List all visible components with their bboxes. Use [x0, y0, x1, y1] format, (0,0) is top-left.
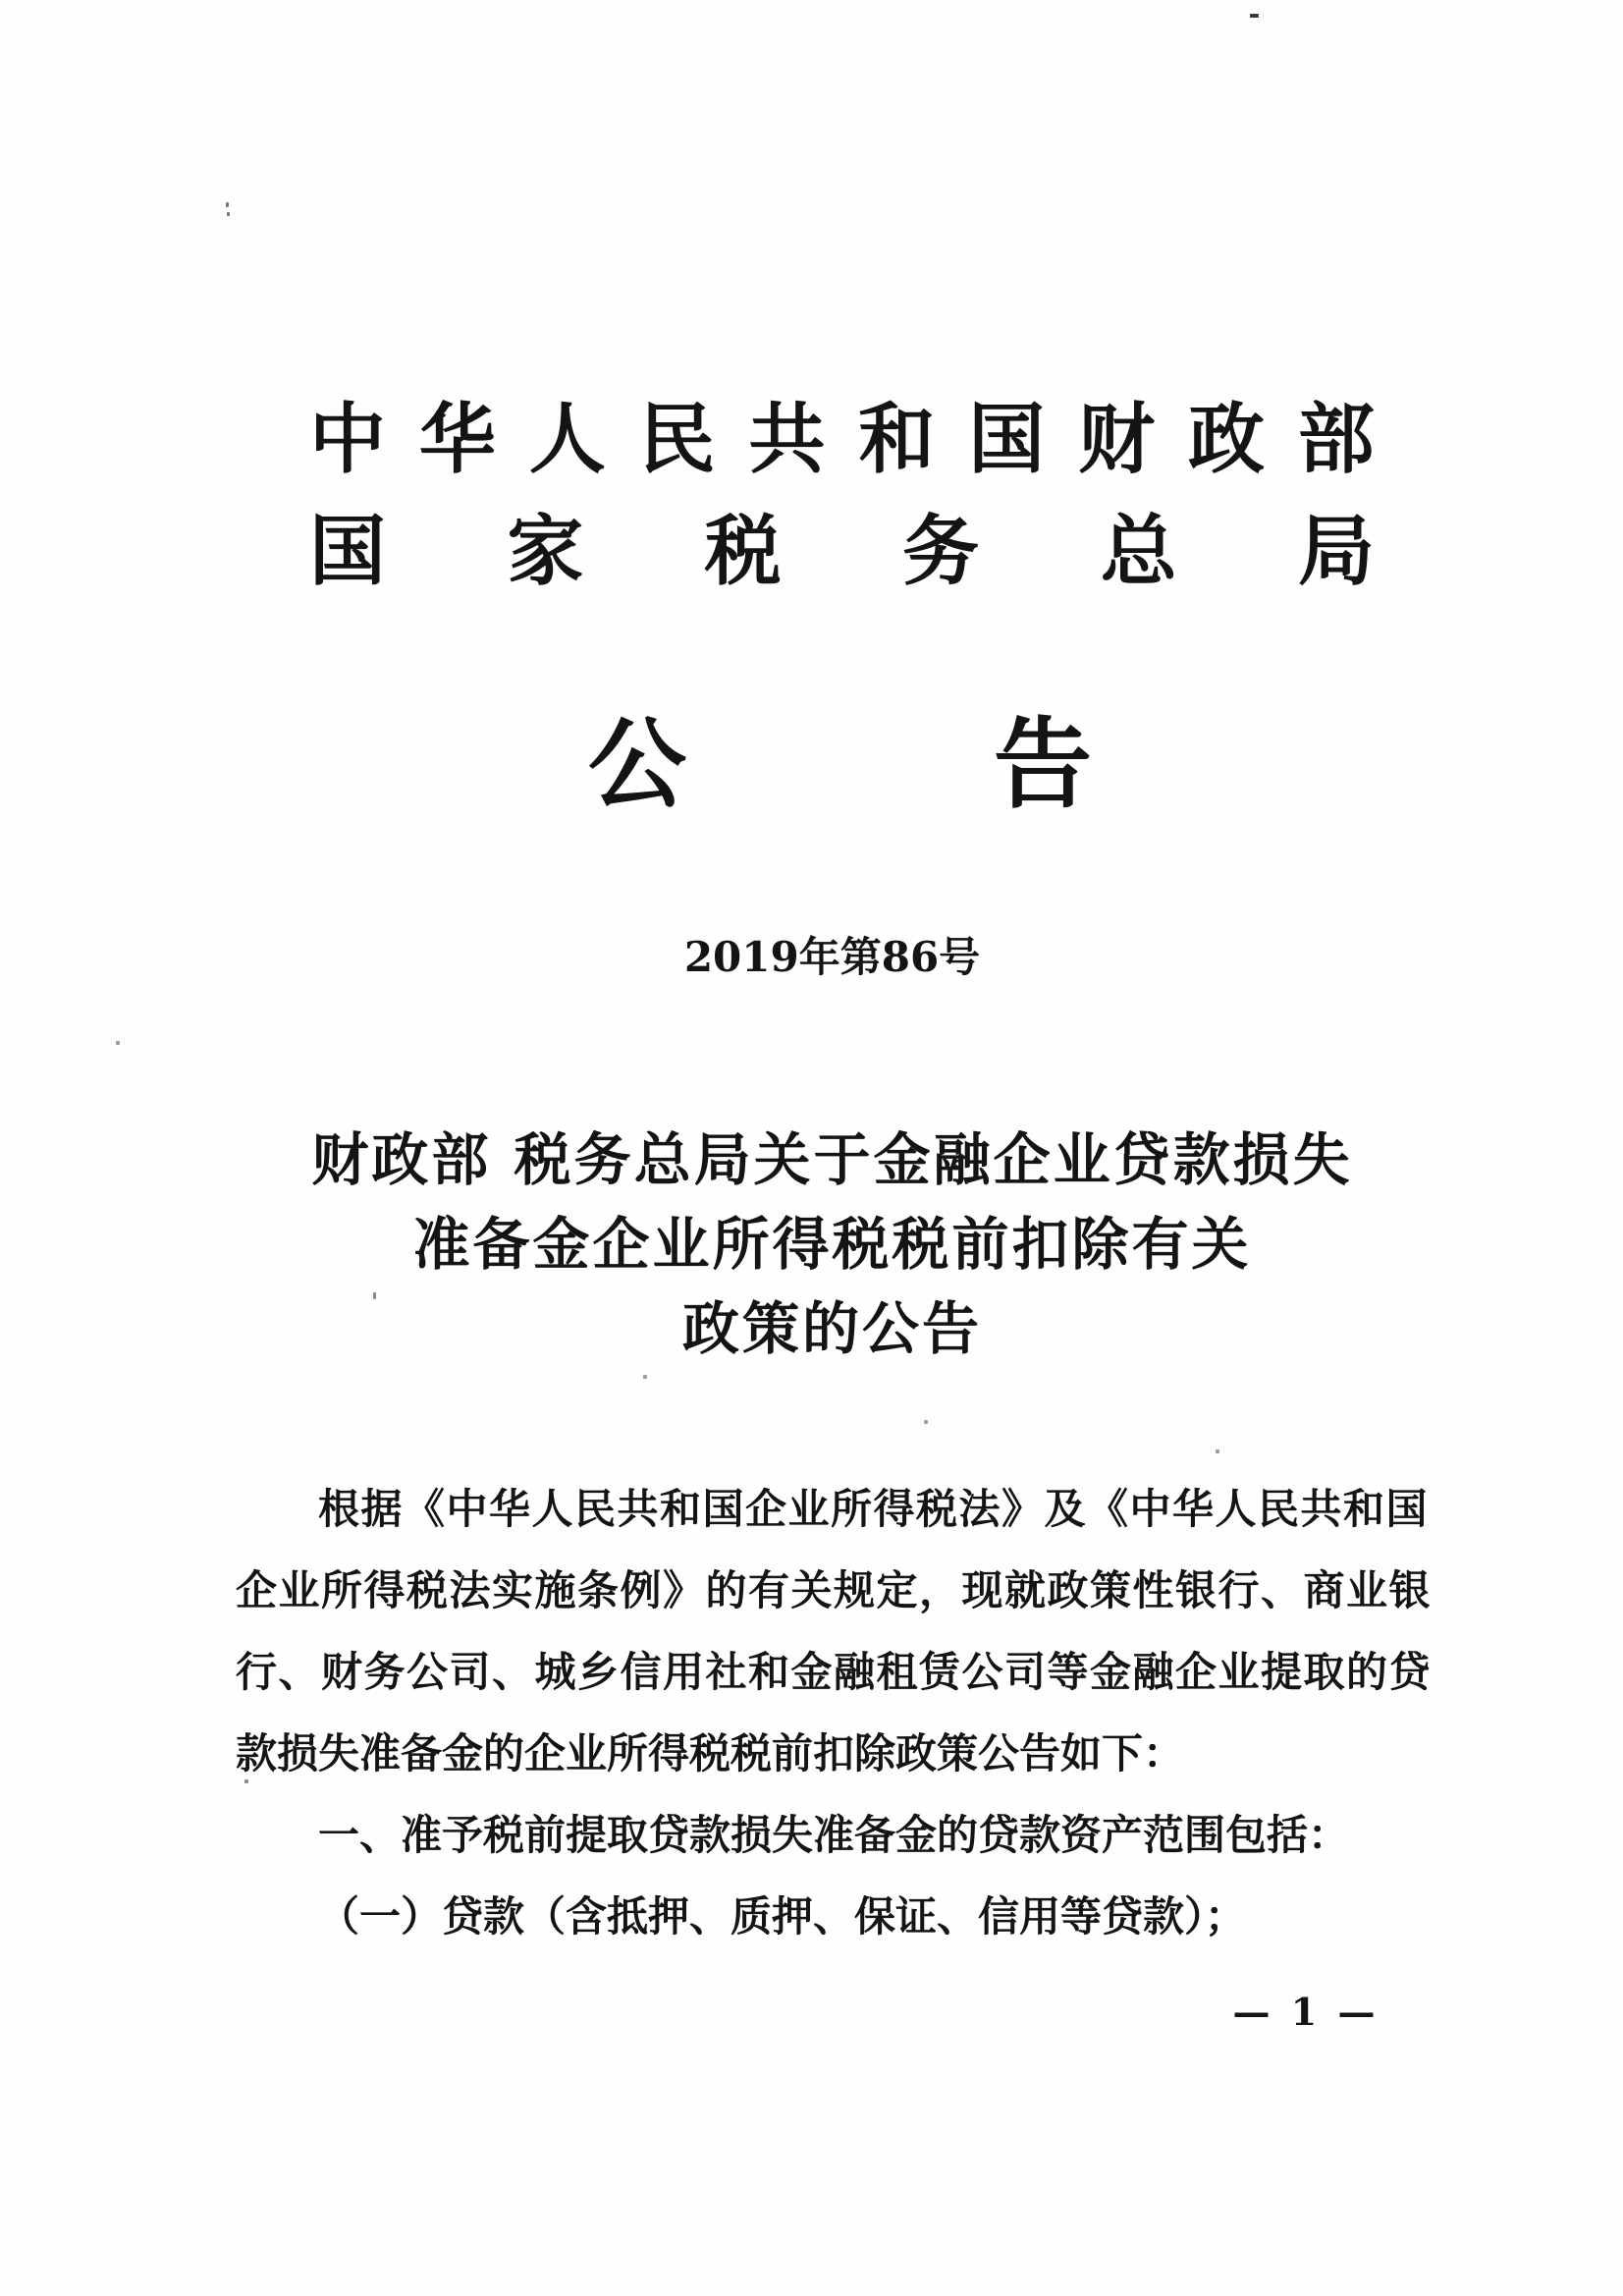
document-number: 2019年第86号 [683, 933, 981, 981]
scan-speck [373, 1292, 376, 1299]
body-line-5: 一、准予税前提取贷款损失准备金的贷款资产范围包括： [318, 1811, 1350, 1859]
body-line-4: 款损失准备金的企业所得税税前扣除政策公告如下： [236, 1729, 1185, 1777]
body-line-2: 企业所得税法实施条例》的有关规定，现就政策性银行、商业银 [236, 1566, 1433, 1614]
title-line-3: 政策的公告 [681, 1295, 982, 1362]
page-number: — 1 — [1232, 1990, 1380, 2034]
document-title [236, 1118, 1429, 1371]
issuer-line-2: 国 家 税 务 总 局 [309, 507, 1375, 596]
body-line-1: 根据《中华人民共和国企业所得税法》及《中华人民共和国 [318, 1485, 1430, 1533]
scan-speck [1216, 1449, 1219, 1453]
scan-speck [1250, 14, 1259, 18]
title-line-2: 准备金企业所得税税前扣除有关 [412, 1211, 1252, 1278]
issuer-line-1: 中 华 人 民 共 和 国 财 政 部 [309, 395, 1375, 484]
body-text [236, 1468, 1433, 1957]
scan-speck [227, 212, 230, 216]
scan-speck [924, 1420, 928, 1424]
body-line-3: 行、财务公司、城乡信用社和金融租赁公司等金融企业提取的贷 [236, 1648, 1433, 1696]
body-line-6: （一）贷款（含抵押、质押、保证、信用等贷款）； [318, 1892, 1247, 1941]
scan-speck [244, 1779, 248, 1783]
announcement-heading: 公 告 [588, 706, 1092, 822]
title-line-1: 财政部 税务总局关于金融企业贷款损失 [311, 1126, 1353, 1193]
scan-speck [643, 1375, 647, 1379]
scan-speck [226, 202, 229, 207]
scan-speck [116, 1041, 120, 1045]
